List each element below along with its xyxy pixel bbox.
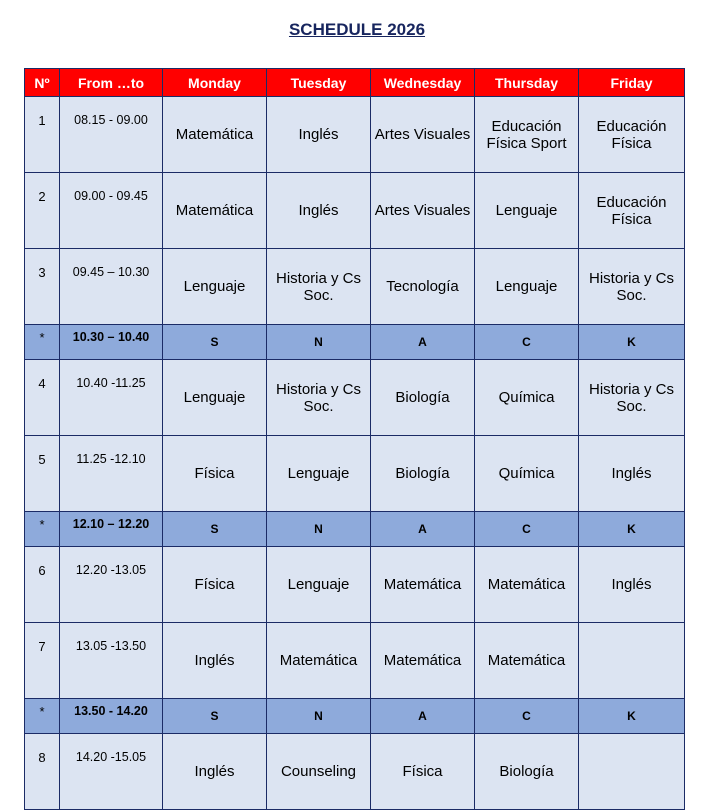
- subject-cell-monday: Física: [163, 436, 267, 512]
- break-row: [25, 512, 685, 547]
- subject-cell-tuesday: Inglés: [267, 97, 371, 173]
- break-cell-monday: S: [163, 512, 267, 547]
- period-number: 2: [25, 173, 60, 249]
- period-time: 13.05 -13.50: [60, 623, 163, 699]
- break-cell-tuesday: N: [267, 325, 371, 360]
- break-cell-tuesday: N: [267, 699, 371, 734]
- subject-cell-thursday: Biología: [475, 734, 579, 810]
- subject-cell-tuesday: Historia y Cs Soc.: [267, 360, 371, 436]
- subject-cell-thursday: Educación Física Sport: [475, 97, 579, 173]
- subject-cell-thursday: Matemática: [475, 623, 579, 699]
- break-cell-wednesday: A: [371, 699, 475, 734]
- subject-cell-monday: Lenguaje: [163, 360, 267, 436]
- period-time: 09.00 - 09.45: [60, 173, 163, 249]
- period-time: 12.20 -13.05: [60, 547, 163, 623]
- subject-cell-tuesday: Lenguaje: [267, 547, 371, 623]
- subject-cell-monday: Lenguaje: [163, 249, 267, 325]
- period-time: 14.20 -15.05: [60, 734, 163, 810]
- period-time: 09.45 – 10.30: [60, 249, 163, 325]
- period-number: 7: [25, 623, 60, 699]
- period-number: 4: [25, 360, 60, 436]
- subject-cell-wednesday: Artes Visuales: [371, 97, 475, 173]
- subject-cell-monday: Física: [163, 547, 267, 623]
- period-number: *: [25, 699, 60, 734]
- subject-cell-tuesday: Inglés: [267, 173, 371, 249]
- subject-cell-monday: Matemática: [163, 97, 267, 173]
- break-cell-thursday: C: [475, 325, 579, 360]
- lesson-row: [25, 623, 685, 699]
- break-cell-thursday: C: [475, 699, 579, 734]
- schedule-body: [25, 97, 685, 810]
- period-number: 1: [25, 97, 60, 173]
- lesson-row: [25, 249, 685, 325]
- break-cell-wednesday: A: [371, 512, 475, 547]
- header-monday: Monday: [163, 69, 267, 97]
- header-thursday: Thursday: [475, 69, 579, 97]
- period-time: 10.30 – 10.40: [60, 325, 163, 360]
- period-time: 08.15 - 09.00: [60, 97, 163, 173]
- lesson-row: [25, 173, 685, 249]
- subject-cell-wednesday: Matemática: [371, 623, 475, 699]
- break-row: [25, 325, 685, 360]
- header-wednesday: Wednesday: [371, 69, 475, 97]
- subject-cell-wednesday: Biología: [371, 436, 475, 512]
- subject-cell-wednesday: Tecnología: [371, 249, 475, 325]
- subject-cell-friday: [579, 623, 685, 699]
- subject-cell-wednesday: Matemática: [371, 547, 475, 623]
- lesson-row: [25, 547, 685, 623]
- subject-cell-tuesday: Lenguaje: [267, 436, 371, 512]
- subject-cell-tuesday: Matemática: [267, 623, 371, 699]
- header-tuesday: Tuesday: [267, 69, 371, 97]
- break-cell-friday: K: [579, 699, 685, 734]
- period-time: 11.25 -12.10: [60, 436, 163, 512]
- subject-cell-monday: Inglés: [163, 734, 267, 810]
- lesson-row: [25, 97, 685, 173]
- period-number: 6: [25, 547, 60, 623]
- header-row: [25, 69, 685, 97]
- period-time: 13.50 - 14.20: [60, 699, 163, 734]
- break-cell-wednesday: A: [371, 325, 475, 360]
- lesson-row: [25, 360, 685, 436]
- subject-cell-thursday: Lenguaje: [475, 173, 579, 249]
- period-number: 5: [25, 436, 60, 512]
- period-time: 10.40 -11.25: [60, 360, 163, 436]
- subject-cell-wednesday: Física: [371, 734, 475, 810]
- subject-cell-thursday: Matemática: [475, 547, 579, 623]
- subject-cell-tuesday: Counseling: [267, 734, 371, 810]
- break-cell-tuesday: N: [267, 512, 371, 547]
- period-time: 12.10 – 12.20: [60, 512, 163, 547]
- break-row: [25, 699, 685, 734]
- subject-cell-thursday: Química: [475, 436, 579, 512]
- subject-cell-friday: Historia y Cs Soc.: [579, 249, 685, 325]
- subject-cell-friday: Educación Física: [579, 173, 685, 249]
- break-cell-monday: S: [163, 325, 267, 360]
- period-number: *: [25, 512, 60, 547]
- subject-cell-friday: [579, 734, 685, 810]
- break-cell-thursday: C: [475, 512, 579, 547]
- header-number: Nº: [25, 69, 60, 97]
- break-cell-friday: K: [579, 512, 685, 547]
- header-time: From …to: [60, 69, 163, 97]
- subject-cell-friday: Inglés: [579, 436, 685, 512]
- subject-cell-friday: Inglés: [579, 547, 685, 623]
- document-title: SCHEDULE 2026: [288, 20, 426, 39]
- lesson-row: [25, 436, 685, 512]
- subject-cell-thursday: Lenguaje: [475, 249, 579, 325]
- subject-cell-friday: Educación Física: [579, 97, 685, 173]
- subject-cell-thursday: Química: [475, 360, 579, 436]
- period-number: 8: [25, 734, 60, 810]
- lesson-row: [25, 734, 685, 810]
- period-number: 3: [25, 249, 60, 325]
- subject-cell-monday: Matemática: [163, 173, 267, 249]
- break-cell-monday: S: [163, 699, 267, 734]
- header-friday: Friday: [579, 69, 685, 97]
- subject-cell-tuesday: Historia y Cs Soc.: [267, 249, 371, 325]
- subject-cell-wednesday: Biología: [371, 360, 475, 436]
- subject-cell-monday: Inglés: [163, 623, 267, 699]
- subject-cell-friday: Historia y Cs Soc.: [579, 360, 685, 436]
- schedule-table: [24, 68, 685, 810]
- period-number: *: [25, 325, 60, 360]
- subject-cell-wednesday: Artes Visuales: [371, 173, 475, 249]
- break-cell-friday: K: [579, 325, 685, 360]
